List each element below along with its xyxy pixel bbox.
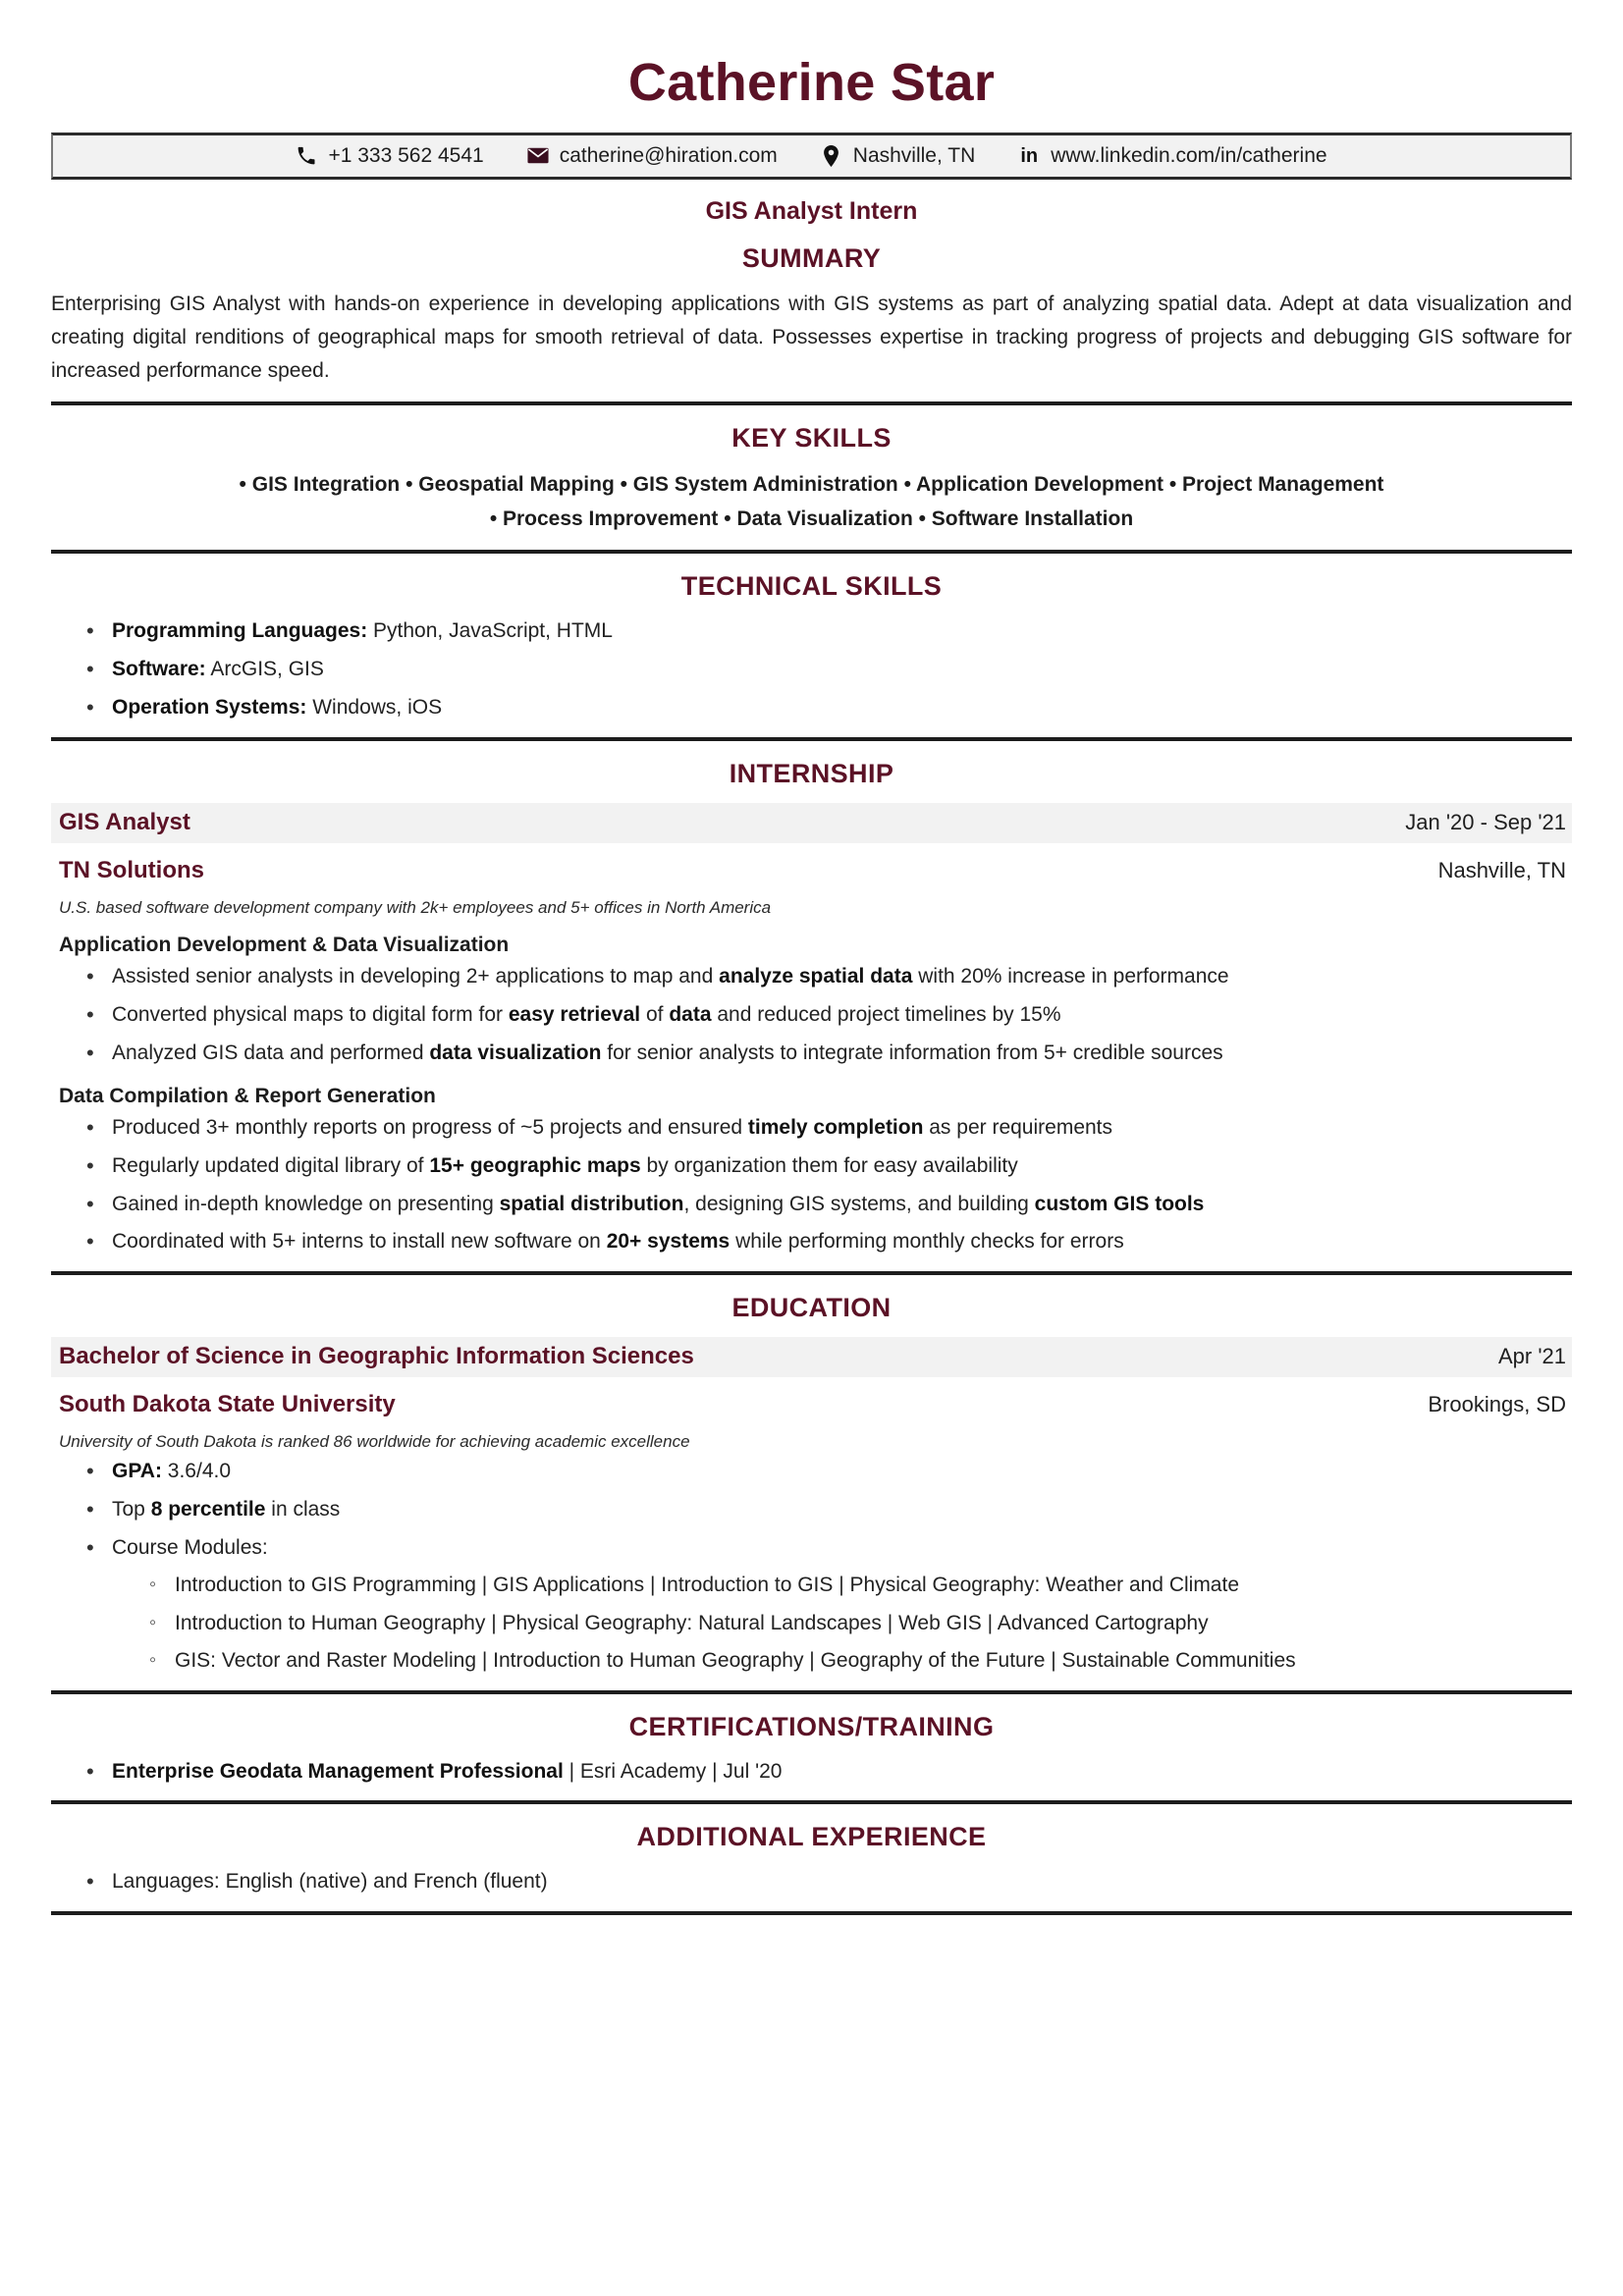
list-item: ◦ GIS: Vector and Raster Modeling | Introduction to Human Geography | Geography of the Future | Sustainable Communities [145,1645,1572,1677]
internship-group-title-1: Application Development & Data Visualization [59,933,510,956]
bullet-text: for senior analysts to integrate information from 5+ credible sources [601,1041,1223,1064]
tech-skill-label: Programming Languages: [112,619,368,643]
bullet-text: Produced 3+ monthly reports on progress of ~5 projects and ensured [112,1115,748,1139]
bullet-text: , designing GIS systems, and building [683,1192,1035,1215]
certification-name: Enterprise Geodata Management Professional [112,1759,564,1783]
section-heading-education: EDUCATION [731,1293,892,1323]
tech-skill-label: Software: [112,658,206,681]
education-bullets [51,1456,1572,1676]
list-item: ◦ Introduction to GIS Programming | GIS Applications | Introduction to GIS | Physical Geography: Weather and Climate [145,1570,1572,1601]
internship-bullets-group-2 [51,1112,1572,1258]
list-item [81,1150,1572,1182]
certification-meta: | Esri Academy | Jul '20 [563,1759,783,1783]
section-heading-certifications: CERTIFICATIONS/TRAINING [628,1711,995,1741]
bullet-text: while performing monthly checks for errors [730,1230,1124,1254]
bullet-text: Top [112,1498,151,1522]
contact-location-text: Nashville, TN [852,143,976,167]
section-heading-internship: INTERNSHIP [729,758,894,788]
divider-after-summary [51,401,1572,405]
bullet-text: Regularly updated digital library of [112,1153,430,1177]
section-heading-additional-experience: ADDITIONAL EXPERIENCE [636,1822,987,1852]
list-item: ◦ Introduction to Human Geography | Physical Geography: Natural Landscapes | Web GIS | Advanced Cartography [145,1608,1572,1639]
internship-group-title-2: Data Compilation & Report Generation [59,1084,436,1107]
contact-phone-text: +1 333 562 4541 [328,143,484,167]
certifications-list [51,1756,1572,1788]
bullet-highlight: custom GIS tools [1034,1192,1205,1215]
bullet-highlight: 20+ systems [606,1230,730,1254]
bullet-text: in class [265,1498,341,1522]
divider-after-key-skills [51,550,1572,554]
list-item [81,961,1572,992]
tech-skill-label: Operation Systems: [112,696,307,720]
bullet-text: and reduced project timelines by 15% [711,1002,1061,1026]
list-item [81,1756,1572,1788]
list-item [81,1456,1572,1487]
contact-email-text: catherine@hiration.com [559,143,778,167]
bullet-text: of [640,1002,670,1026]
tech-skill-value: Windows, iOS [306,696,443,720]
list-item [81,692,1572,723]
bullet-text: Converted physical maps to digital form for [112,1002,509,1026]
internship-company-description: U.S. based software development company with 2k+ employees and 5+ offices in North America [59,897,772,917]
internship-dates: Jan '20 - Sep '21 [1405,809,1566,834]
divider-after-education [51,1690,1572,1694]
bullet-highlight: analyze spatial data [719,964,913,988]
list-item: • Languages: English (native) and French (fluent) [81,1866,1572,1897]
internship-job-title: GIS Analyst [59,808,190,835]
candidate-name: Catherine Star [627,53,996,112]
education-degree: Bachelor of Science in Geographic Information Sciences [59,1343,694,1370]
bullet-text: with 20% increase in performance [912,964,1229,988]
list-item [81,1189,1572,1220]
divider-after-technical-skills [51,737,1572,741]
list-item [81,615,1572,647]
technical-skills-list [51,615,1572,723]
section-heading-key-skills: KEY SKILLS [731,422,892,453]
contact-bar [51,133,1572,180]
gpa-label: GPA: [112,1460,162,1483]
key-skills-list [51,467,1572,537]
contact-location[interactable] [799,144,997,168]
bullet-text: Coordinated with 5+ interns to install new software on [112,1230,607,1254]
additional-experience-list [51,1866,1572,1897]
course-modules-list [112,1570,1572,1677]
tech-skill-value: ArcGIS, GIS [205,658,324,681]
bullet-text: Assisted senior analysts in developing 2+ applications to map and [112,964,720,988]
internship-org-row [51,857,1572,884]
education-location: Brookings, SD [1428,1392,1566,1417]
list-item [81,654,1572,685]
list-item [81,1494,1572,1525]
bullet-text: Gained in-depth knowledge on presenting [112,1192,500,1215]
section-heading-technical-skills: TECHNICAL SKILLS [680,571,943,602]
divider-after-internship [51,1271,1572,1275]
bullet-highlight: spatial distribution [499,1192,684,1215]
phone-icon [296,145,317,167]
education-description: University of South Dakota is ranked 86 worldwide for achieving academic excellence [59,1432,690,1452]
education-degree-band [51,1337,1572,1377]
internship-location: Nashville, TN [1437,857,1566,882]
key-skills-line-2: • Process Improvement • Data Visualization • Software Installation [489,507,1134,530]
bullet-highlight: easy retrieval [508,1002,641,1026]
education-org-row [51,1391,1572,1418]
location-pin-icon [821,145,842,167]
internship-company: TN Solutions [59,856,204,883]
bullet-highlight: 8 percentile [150,1498,266,1522]
education-university: South Dakota State University [59,1391,396,1418]
divider-after-certifications [51,1800,1572,1804]
email-icon [527,145,549,167]
linkedin-icon: in [1020,144,1039,167]
internship-title-band [51,803,1572,843]
contact-linkedin-text: www.linkedin.com/in/catherine [1051,143,1327,167]
list-item [81,1038,1572,1069]
bullet-highlight: timely completion [747,1115,924,1139]
bullet-text: by organization them for easy availability [640,1153,1018,1177]
contact-linkedin[interactable] [997,144,1348,168]
contact-email[interactable] [506,144,799,168]
divider-after-additional-experience [51,1911,1572,1915]
bullet-highlight: data visualization [429,1041,602,1064]
gpa-value: 3.6/4.0 [161,1460,232,1483]
course-modules-label: Course Modules: [112,1536,268,1560]
internship-bullets-group-1 [51,961,1572,1069]
bullet-highlight: 15+ geographic maps [429,1153,641,1177]
education-date: Apr '21 [1497,1344,1566,1369]
list-item [81,1532,1572,1676]
bullet-text: Analyzed GIS data and performed [112,1041,430,1064]
bullet-text: as per requirements [923,1115,1113,1139]
contact-phone[interactable] [274,144,505,168]
role-title: GIS Analyst Intern [705,196,918,225]
summary-text: Enterprising GIS Analyst with hands-on experience in developing applications with GIS systems as part of analyzing spatial data. Adept at data visualization and creating digital renditions of geographical maps for smooth retrieval of data. Possesses expertise in tracking progress of projects and debugging GIS software for increased performance speed. [51,292,1572,382]
list-item [81,999,1572,1031]
key-skills-line-1: • GIS Integration • Geospatial Mapping • GIS System Administration • Application Development • Project Management [239,472,1384,496]
tech-skill-value: Python, JavaScript, HTML [367,619,613,643]
section-heading-summary: SUMMARY [741,242,882,273]
list-item [81,1226,1572,1257]
list-item [81,1112,1572,1144]
bullet-highlight: data [669,1002,712,1026]
